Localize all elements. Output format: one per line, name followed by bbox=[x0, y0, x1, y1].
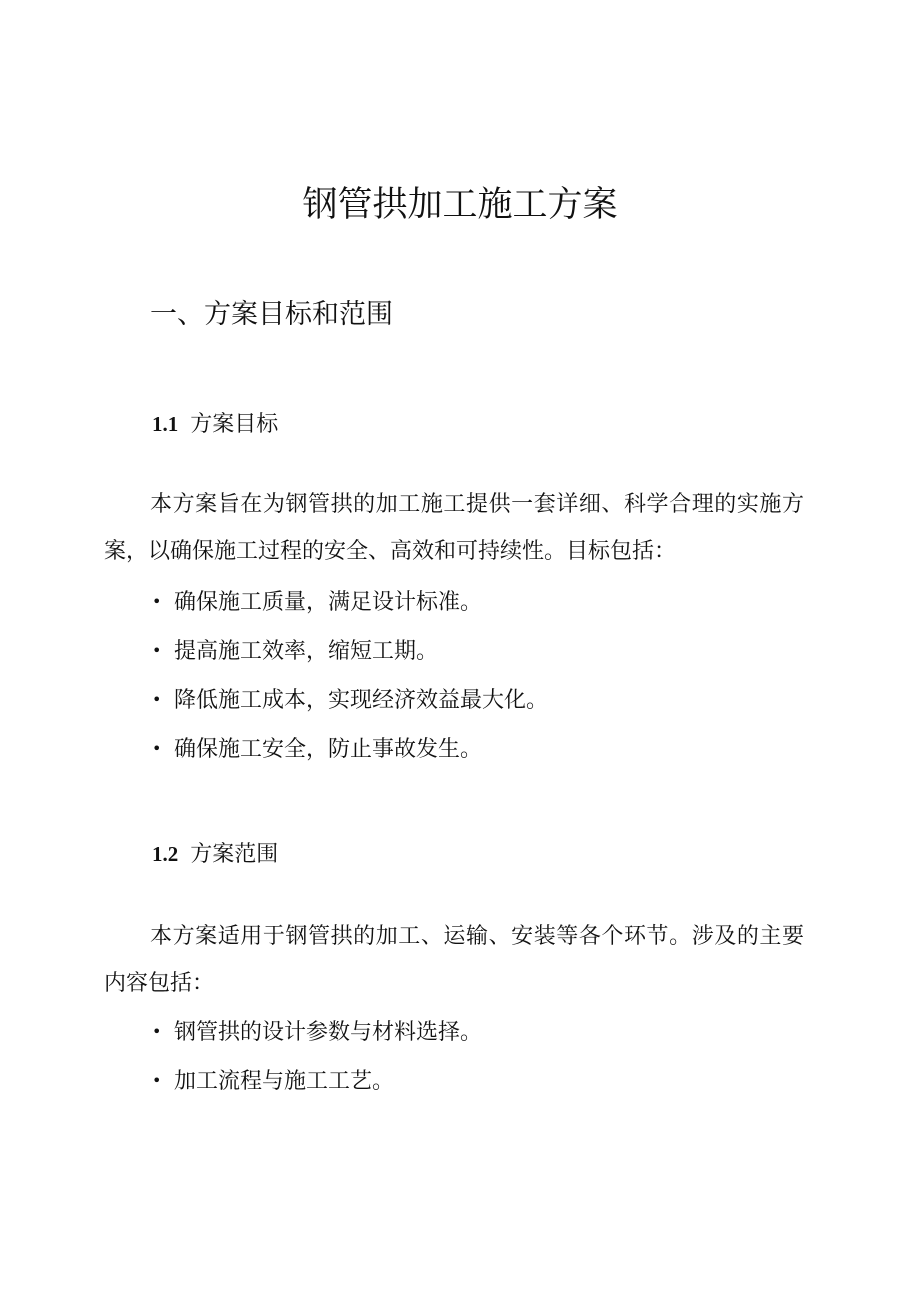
subsection-heading-1-1 bbox=[152, 408, 278, 441]
bullet-icon: • bbox=[152, 690, 162, 709]
bullet-icon: • bbox=[152, 641, 162, 660]
list-item: • 确保施工安全，防止事故发生。 bbox=[152, 725, 548, 774]
subsection-title: 方案范围 bbox=[190, 842, 279, 867]
scope-list bbox=[152, 1008, 482, 1106]
list-item: • 降低施工成本，实现经济效益最大化。 bbox=[152, 676, 548, 725]
subsection-heading-1-2 bbox=[152, 838, 278, 871]
paragraph-scope: 本方案适用于钢管拱的加工、运输、安装等各个环节。涉及的主要内容包括： bbox=[104, 924, 804, 996]
section-heading: 一、方案目标和范围 bbox=[150, 299, 393, 330]
bullet-icon: • bbox=[152, 1071, 162, 1090]
bullet-icon: • bbox=[152, 1022, 162, 1041]
paragraph-goals: 本方案旨在为钢管拱的加工施工提供一套详细、科学合理的实施方案，以确保施工过程的安全、高效和可持续性。目标包括： bbox=[104, 492, 804, 564]
subsection-number: 1.2 bbox=[152, 842, 179, 866]
list-item: • 加工流程与施工工艺。 bbox=[152, 1057, 482, 1106]
goals-list bbox=[152, 578, 548, 774]
subsection-title: 方案目标 bbox=[190, 412, 279, 437]
list-item: • 提高施工效率，缩短工期。 bbox=[152, 627, 548, 676]
bullet-icon: • bbox=[152, 739, 162, 758]
list-item: • 确保施工质量，满足设计标准。 bbox=[152, 578, 548, 627]
list-item: • 钢管拱的设计参数与材料选择。 bbox=[152, 1008, 482, 1057]
bullet-icon: • bbox=[152, 592, 162, 611]
document-title: 钢管拱加工施工方案 bbox=[302, 185, 618, 225]
subsection-number: 1.1 bbox=[152, 412, 179, 436]
